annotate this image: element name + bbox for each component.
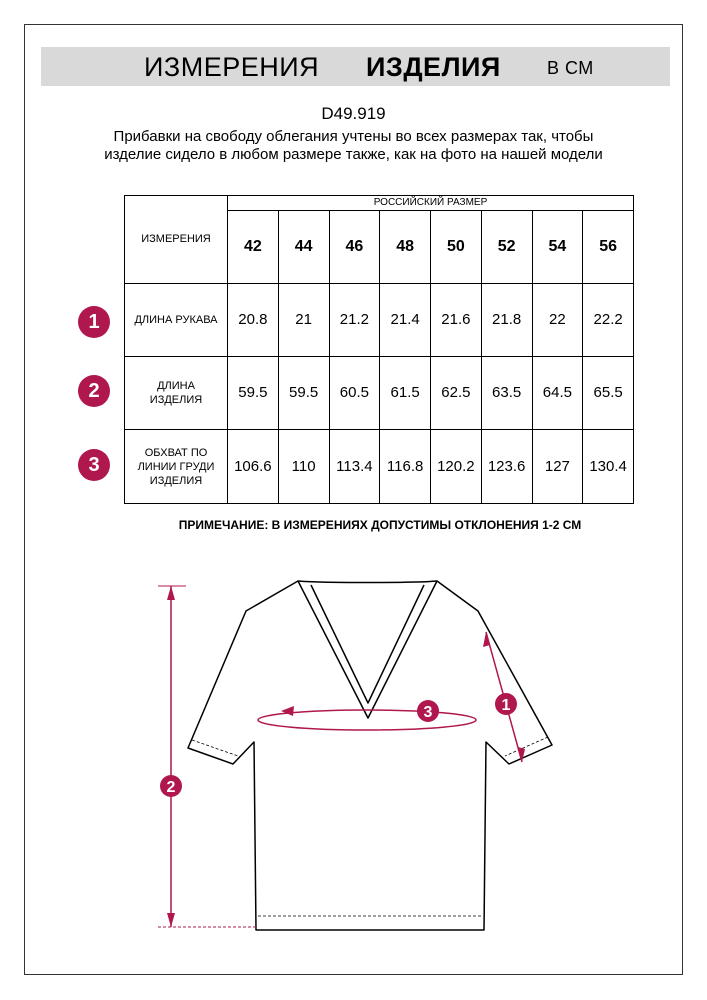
size-caption: РОССИЙСКИЙ РАЗМЕР [228,196,634,211]
size-header: 46 [329,211,380,284]
table-cell: 59.5 [228,356,279,430]
row-number-badge: 2 [78,375,110,407]
stitching-lines [192,737,548,916]
fit-description: Прибавки на свободу облегания учтены во всех размерах так, чтобы изделие сидело в любом размере также, как на фото на нашей модели [104,128,603,163]
table-cell: 62.5 [431,356,482,430]
size-header: 44 [278,211,329,284]
table-cell: 22.2 [583,283,634,356]
table-cell: 21.2 [329,283,380,356]
table-cell: 127 [532,430,583,504]
table-cell: 113.4 [329,430,380,504]
table-cell: 120.2 [431,430,482,504]
table-cell: 22 [532,283,583,356]
table-cell: 21.6 [431,283,482,356]
table-cell: 123.6 [481,430,532,504]
title-garment: ИЗДЕЛИЯ [366,52,501,82]
size-header: 54 [532,211,583,284]
row-label: ДЛИНА ИЗДЕЛИЯ [125,356,228,430]
table-cell: 116.8 [380,430,431,504]
product-code: D49.919 [321,104,386,123]
marker-1-label: 1 [501,697,511,714]
row-number-badge: 1 [78,306,110,338]
tolerance-note: ПРИМЕЧАНИЕ: В ИЗМЕРЕНИЯХ ДОПУСТИМЫ ОТКЛОНЕНИЯ 1-2 СМ [178,518,582,532]
marker-2-label: 2 [166,779,176,796]
marker-3-label: 3 [423,704,433,721]
table-cell: 130.4 [583,430,634,504]
size-header: 50 [431,211,482,284]
table-cell: 20.8 [228,283,279,356]
table-cell: 21.4 [380,283,431,356]
title-units: В СМ [547,58,594,78]
table-cell: 21 [278,283,329,356]
title-measurements: ИЗМЕРЕНИЯ [144,52,320,82]
marker-sleeve [483,632,525,762]
row-label: ОБХВАТ ПО ЛИНИИ ГРУДИ ИЗДЕЛИЯ [125,430,228,504]
table-cell: 110 [278,430,329,504]
row-label: ДЛИНА РУКАВА [125,283,228,356]
size-header: 52 [481,211,532,284]
table-cell: 60.5 [329,356,380,430]
table-cell: 59.5 [278,356,329,430]
size-header: 42 [228,211,279,284]
marker-length [158,586,256,927]
table-cell: 106.6 [228,430,279,504]
size-header: 48 [380,211,431,284]
table-cell: 65.5 [583,356,634,430]
measurement-header: ИЗМЕРЕНИЯ [125,196,228,284]
size-header: 56 [583,211,634,284]
table-cell: 21.8 [481,283,532,356]
row-number-badge: 3 [78,449,110,481]
table-cell: 61.5 [380,356,431,430]
table-cell: 63.5 [481,356,532,430]
tshirt-outline [188,581,552,930]
table-cell: 64.5 [532,356,583,430]
